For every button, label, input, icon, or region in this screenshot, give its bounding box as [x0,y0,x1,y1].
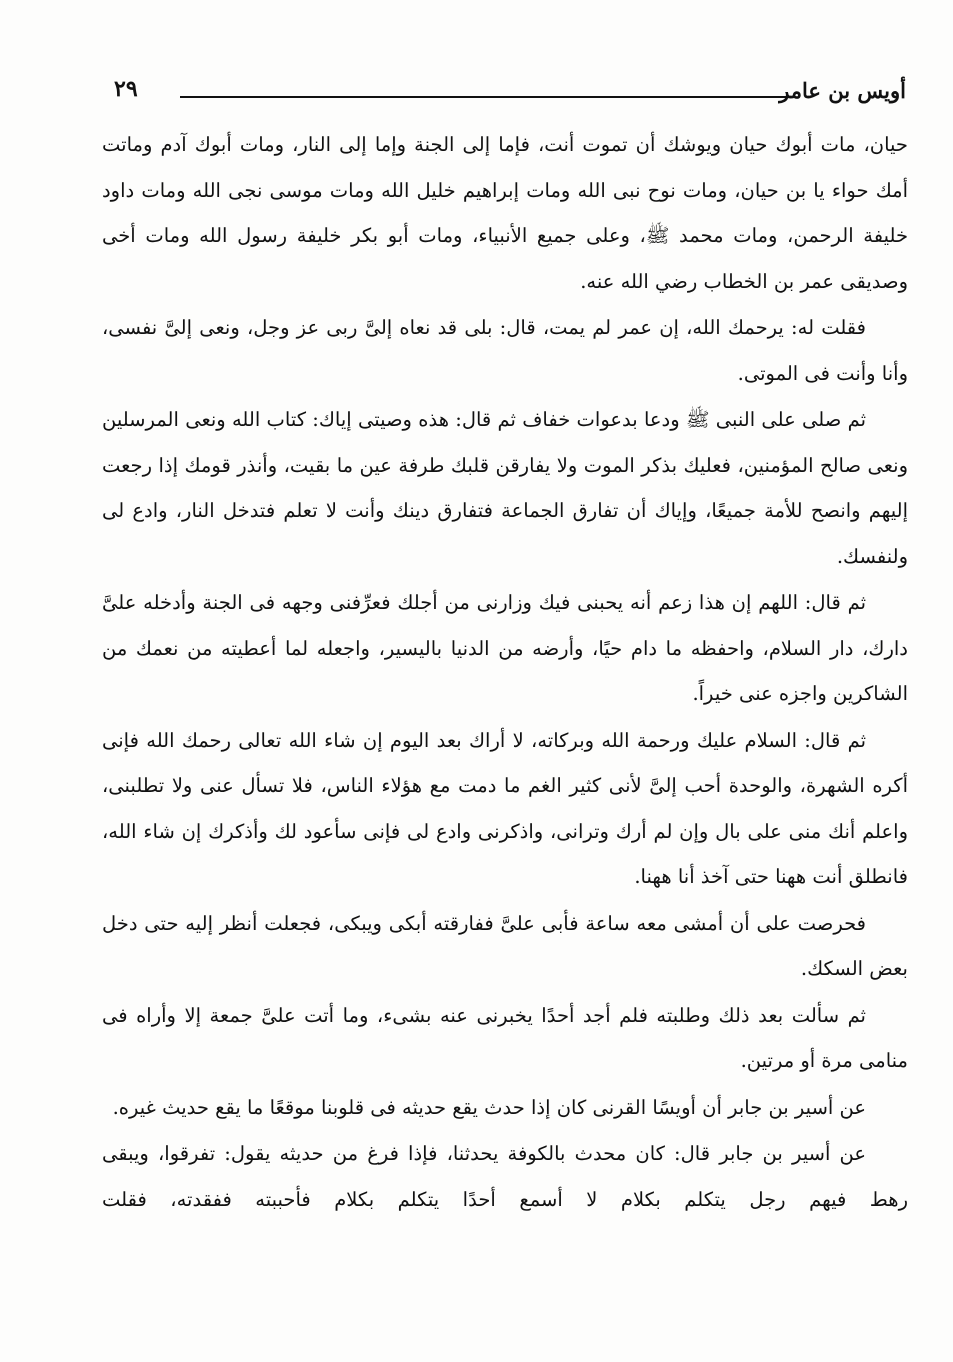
paragraph: حيان، مات أبوك حيان ويوشك أن تموت أنت، فإما إلى الجنة وإما إلى النار، ومات أبوك آدم وماتت أمك حواء يا بن حيان، ومات نوح نبى الله ومات إبراهيم خليل الله ومات موسى نجى الله ومات داود خليفة الرحمن، ومات محمد ﷺ، وعلى جميع الأنبياء، ومات أبو بكر خليفة رسول الله ومات أخى وصديقى عمر بن الخطاب رضي الله عنه. [102,133,908,293]
paragraph: ثم قال: السلام عليك ورحمة الله وبركاته، لا أراك بعد اليوم إن شاء الله تعالى رحمك الله فإنى أكره الشهرة، والوحدة أحب إلىَّ لأنى كثير الغم ما دمت مع هؤلاء الناس، فلا تسأل عنى ولا تطلبنى، واعلم أنك منى على بال وإن لم أرك وترانى، واذكرنى وادع لى فإنى سأعود لك وأذكرك إن شاء الله، فانطلق أنت ههنا حتى آخذ أنا ههنا. [102,728,908,888]
page-header [110,74,908,114]
paragraph: ثم صلى على النبى ﷺ ودعا بدعوات خفاف ثم قال: هذه وصيتى إياك: كتاب الله ونعى المرسلين ونعى صالح المؤمنين، فعليك بذكر الموت ولا يفارقن قلبك طرفة عين ما بقيت، وأنذر قومك إذا رجعت إليهم وانصح للأمة جميعًا، وإياك أن تفارق الجماعة فتفارق دينك وأنت لا تعلم فتدخل النار، وادع لى ولنفسك. [102,408,908,568]
paragraph: ثم قال: اللهم إن هذا زعم أنه يحبنى فيك وزارنى من أجلك فعرِّفنى وجهه فى الجنة وأدخله علىَّ دارك، دار السلام، واحفظه ما دام حيًا، وأرضه من الدنيا باليسير، واجعله لما أعطيته من نعمك من الشاكرين واجزه عنى خيراً. [102,591,908,705]
paragraph: عن أسير بن جابر قال: كان محدث بالكوفة يحدثنا، فإذا فرغ من حديثه يقول: تفرقوا، ويبقى رهط فيهم رجل يتكلم بكلام لا أسمع أحدًا يتكلم بكلام فأحببته ففقدته، فقلت [102,1142,908,1211]
paragraph: عن أسير بن جابر أن أويسًا القرنى كان إذا حدث يقع حديثه فى قلوبنا موقعًا ما يقع حديث غيره. [112,1095,866,1119]
page-number: ٢٩ [114,76,138,102]
running-title: أويس بن عامر [779,78,906,103]
paragraph: فحرصت على أن أمشى معه ساعة فأبى علىَّ ففارقته أبكى ويبكى، فجعلت أنظر إليه حتى دخل بعض السكك. [102,911,908,980]
paragraph: فقلت له: يرحمك الله، إن عمر لم يمت، قال: بلى قد نعاه إلىَّ ربى عز وجل، ونعى إلىَّ نفسى، وأنا وأنت فى الموتى. [102,316,908,385]
header-rule [180,96,790,98]
body-text [102,122,908,1223]
paragraph: ثم سألت بعد ذلك وطلبته فلم أجد أحدًا يخبرنى عنه بشىء، وما أتت علىَّ جمعة إلا وأراه فى منامى مرة أو مرتين. [102,1003,908,1072]
